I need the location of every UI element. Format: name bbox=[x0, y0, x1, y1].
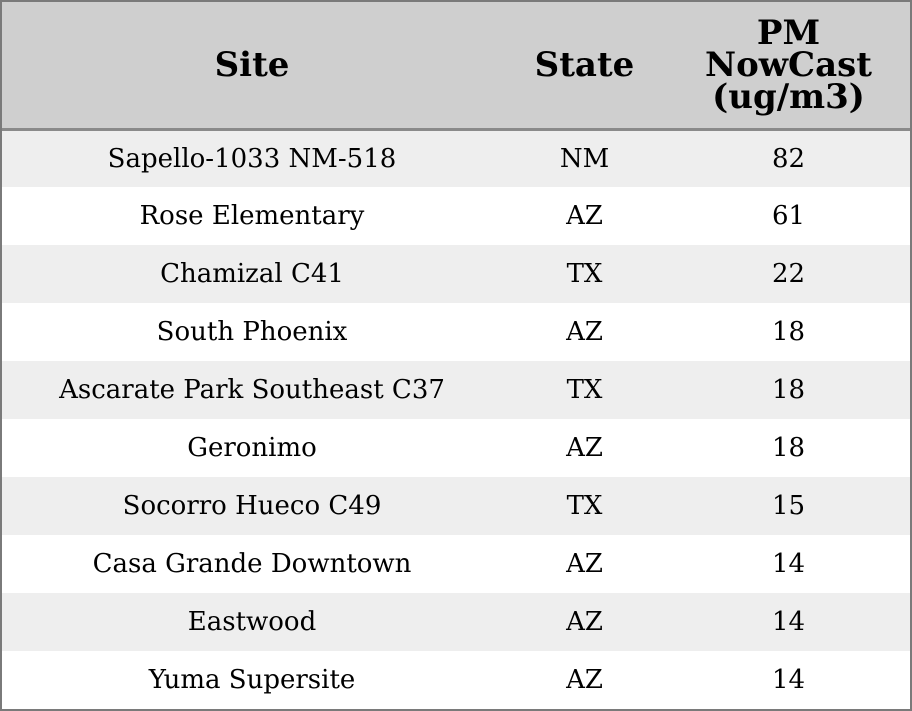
pm-value-cell: 22 bbox=[771, 259, 806, 289]
pm-value-cell: 18 bbox=[771, 375, 806, 405]
table-row bbox=[2, 187, 910, 245]
pm-value-cell: 15 bbox=[771, 491, 806, 521]
site-cell: Socorro Hueco C49 bbox=[122, 491, 382, 521]
pm-value-cell: 61 bbox=[771, 201, 806, 231]
state-cell: TX bbox=[566, 259, 603, 289]
site-cell: Sapello-1033 NM-518 bbox=[107, 143, 397, 174]
header-pm-nowcast: PM NowCast (ug/m3) bbox=[667, 2, 910, 129]
state-cell: NM bbox=[559, 143, 610, 174]
pm-value-cell: 14 bbox=[771, 665, 806, 695]
state-cell: AZ bbox=[566, 201, 603, 231]
header-site: Site bbox=[2, 2, 502, 129]
site-cell: South Phoenix bbox=[156, 317, 348, 347]
site-cell: Yuma Supersite bbox=[148, 665, 356, 695]
pm-value-cell: 14 bbox=[771, 549, 806, 579]
state-cell: AZ bbox=[566, 607, 603, 637]
pm-value-cell: 18 bbox=[771, 433, 806, 463]
state-cell: TX bbox=[566, 375, 603, 405]
header-state: State bbox=[502, 2, 667, 129]
table-row bbox=[2, 245, 910, 303]
pm-value-cell: 18 bbox=[771, 317, 806, 347]
site-cell: Ascarate Park Southeast C37 bbox=[59, 375, 445, 405]
site-cell: Eastwood bbox=[187, 607, 317, 637]
pm-value-cell: 82 bbox=[771, 143, 806, 174]
table-row bbox=[2, 535, 910, 593]
table-row bbox=[2, 129, 910, 187]
state-cell: TX bbox=[566, 491, 603, 521]
table-row bbox=[2, 303, 910, 361]
table-row bbox=[2, 419, 910, 477]
site-cell: Chamizal C41 bbox=[160, 259, 344, 289]
table-body bbox=[2, 129, 910, 709]
table-row bbox=[2, 651, 910, 709]
table-row bbox=[2, 477, 910, 535]
table-row bbox=[2, 361, 910, 419]
pm-value-cell: 14 bbox=[771, 607, 806, 637]
state-cell: AZ bbox=[566, 317, 603, 347]
table-row bbox=[2, 593, 910, 651]
state-cell: AZ bbox=[566, 433, 603, 463]
site-cell: Casa Grande Downtown bbox=[92, 549, 412, 579]
state-cell: AZ bbox=[566, 549, 603, 579]
table-header bbox=[2, 2, 910, 129]
header-row bbox=[2, 2, 910, 129]
state-cell: AZ bbox=[566, 665, 603, 695]
site-cell: Rose Elementary bbox=[139, 201, 365, 231]
site-cell: Geronimo bbox=[187, 433, 317, 463]
pm-nowcast-table bbox=[2, 2, 910, 709]
